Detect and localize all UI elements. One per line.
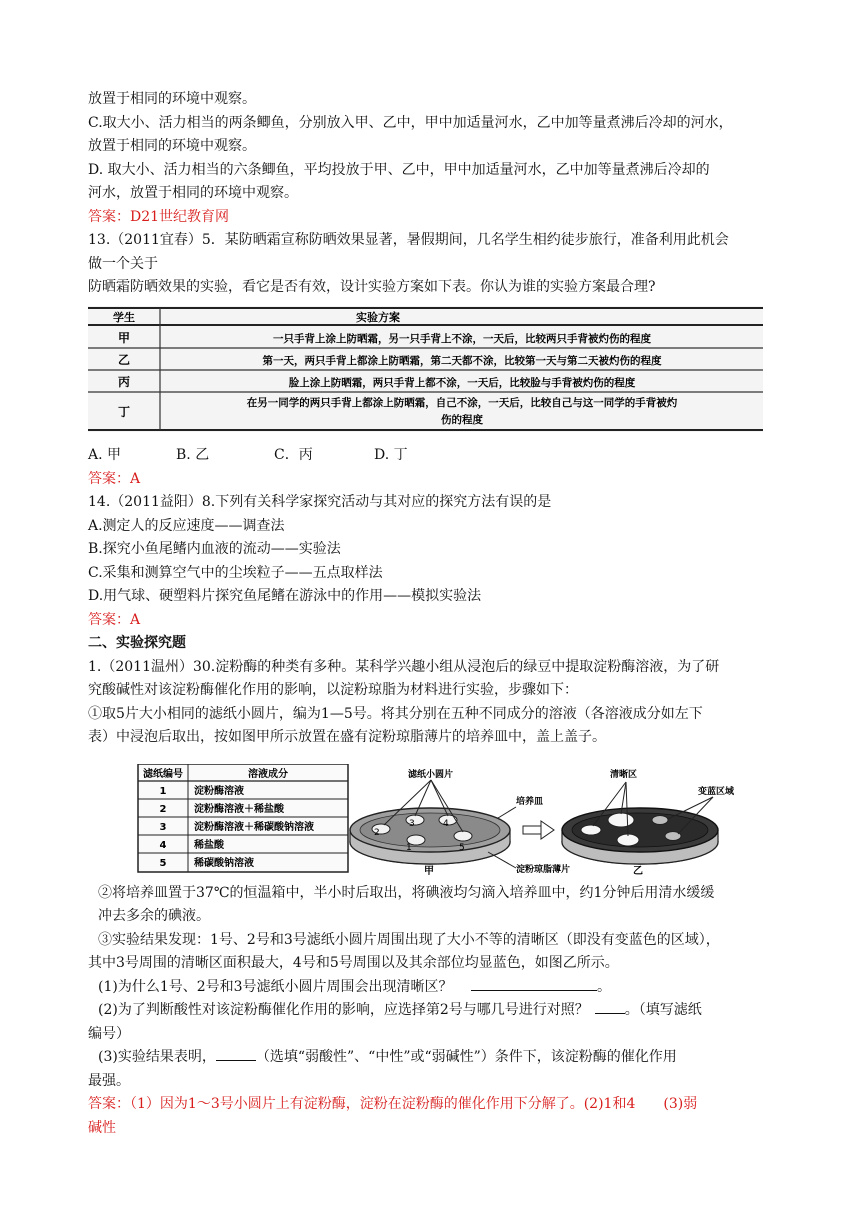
s2-sub1-end: 。 <box>597 978 612 995</box>
solution-no-3: 3 <box>159 821 167 833</box>
s2-step1-line1: ①取5片大小相同的滤纸小圆片，编为1—5号。将其分别在五种不同成分的溶液（各溶液成分如左下 <box>88 705 703 722</box>
solution-sol-1: 淀粉酶溶液 <box>194 785 244 797</box>
s2-step2-line1: ②将培养皿置于37℃的恒温箱中，半小时后取出，将碘液均匀滴入培养皿中，约1分钟后用清水缓缓 <box>98 884 715 901</box>
s2-sub1 <box>88 976 772 1000</box>
s2-step2-line2: 冲去多余的碘液。 <box>98 908 210 924</box>
solution-sol-2: 淀粉酶溶液＋稀盐酸 <box>194 803 284 815</box>
s2-sub2-blank[interactable] <box>595 999 625 1014</box>
q14-option-b: B.探究小鱼尾鳍内血液的流动——实验法 <box>88 541 341 557</box>
label-blue-zone: 变蓝区域 <box>698 786 735 797</box>
s2-sub2-text: (2)为了判断酸性对该淀粉酶催化作用的影响，应选择第2号与哪几号进行对照？ <box>98 1002 589 1018</box>
q12-option-c-line1: C.取大小、活力相当的两条鲫鱼，分别放入甲、乙中，甲中加适量河水，乙中加等量煮沸后冷却的河水， <box>88 114 733 131</box>
s2-sub3-text-b: （选填“弱酸性”、“中性”或“弱碱性”）条件下，该淀粉酶的催化作用 <box>255 1049 677 1065</box>
solution-sol-3: 淀粉酶溶液＋稀碳酸钠溶液 <box>194 821 314 833</box>
q12-option-d-line1: D. 取大小、活力相当的六条鲫鱼，平均投放于甲、乙中，甲中加适量河水，乙中加等量煮沸后冷却的 <box>88 161 710 178</box>
solution-no-5: 5 <box>159 857 167 869</box>
q13-row-plan-jia: 一只手背上涂上防晒霜，另一只手背上不涂，一天后，比较两只手背被灼伤的程度 <box>273 332 651 345</box>
solution-no-2: 2 <box>159 803 167 815</box>
q12-option-d-line2: 河水，放置于相同的环境中观察。 <box>88 185 298 201</box>
q13-stem-line3: 防晒霜防晒效果的实验，看它是否有效，设计实验方案如下表。你认为谁的实验方案最合理? <box>88 279 656 295</box>
clear-zone-2 <box>581 825 601 835</box>
s2-answer-line1: 答案：（1）因为1～3号小圆片上有淀粉酶，淀粉在淀粉酶的催化作用下分解了。(2)1和4 (3)弱 <box>88 1096 698 1112</box>
s2-sub3-line2: 最强。 <box>88 1072 130 1089</box>
s2-sub2 <box>88 999 772 1023</box>
label-yi: 乙 <box>633 865 643 876</box>
q14-option-a: A.测定人的反应速度——调查法 <box>88 517 285 534</box>
q13-row-student-jia: 甲 <box>117 330 131 345</box>
label-filter-disc: 滤纸小圆片 <box>408 769 454 780</box>
solution-table-header-no: 滤纸编号 <box>143 768 183 780</box>
disc-label-4: 4 <box>443 818 449 829</box>
q13-table-header-student: 学生 <box>113 310 135 324</box>
s2-sub3-text-a: (3)实验结果表明， <box>98 1049 216 1065</box>
q13-row-plan-ding-line2: 伤的程度 <box>441 413 483 426</box>
disc-5-jia <box>454 831 472 841</box>
arrow-icon <box>523 821 554 839</box>
label-jia: 甲 <box>424 865 434 876</box>
document-page <box>88 88 772 1140</box>
s2-sub1-blank[interactable] <box>471 976 597 991</box>
solution-sol-4: 稀盐酸 <box>194 839 224 851</box>
q13-answer: 答案：A <box>88 470 141 487</box>
s2-sub3 <box>88 1046 772 1070</box>
q12-option-c-line2: 放置于相同的环境中观察。 <box>88 138 256 154</box>
s2-sub2-end: 。（填写滤纸 <box>624 1002 702 1018</box>
petri-dish-jia <box>350 768 510 876</box>
s2-q1-stem-line2: 究酸碱性对该淀粉酶催化作用的影响，以淀粉琼脂为材料进行实验，步骤如下： <box>88 682 578 698</box>
s2-sub1-text: (1)为什么1号、2号和3号滤纸小圆片周围会出现清晰区？ <box>98 978 453 995</box>
q13-plan-table <box>88 306 763 432</box>
section-heading: 二、实验探究题 <box>88 635 186 651</box>
q14-answer: 答案：A <box>88 611 141 628</box>
solution-table-header-sol: 溶液成分 <box>248 768 288 780</box>
q13-row-plan-yi: 第一天，两只手背上都涂上防晒霜，第二天都不涂，比较第一天与第二天被灼伤的程度 <box>262 354 662 367</box>
petri-dish-yi <box>562 768 735 876</box>
q13-row-student-yi: 乙 <box>117 352 131 367</box>
q13-option-b: B. 乙 <box>176 447 210 463</box>
solution-no-4: 4 <box>159 839 167 851</box>
q13-option-d: D. 丁 <box>374 447 408 463</box>
q13-row-plan-bing: 脸上涂上防晒霜，两只手背上都不涂，一天后，比较脸与手背被灼伤的程度 <box>288 376 636 389</box>
q13-option-a: A. 甲 <box>88 447 122 463</box>
s2-q1-stem-line1: 1.（2011温州）30.淀粉酶的种类有多种。某科学兴趣小组从浸泡后的绿豆中提取淀粉酶溶液，为了研 <box>88 658 720 675</box>
s2-sub3-blank[interactable] <box>216 1046 256 1061</box>
label-agar: 淀粉琼脂薄片 <box>516 864 571 875</box>
q14-stem: 14.（2011益阳）8.下列有关科学家探究活动与其对应的探究方法有误的是 <box>88 494 552 510</box>
q13-row-plan-ding-line1: 在另一同学的两只手背上都涂上防晒霜，自己不涂，一天后，比较自己与这一同学的手背被灼 <box>246 396 678 409</box>
q13-option-c: C．丙 <box>274 447 313 463</box>
s2-step1-line2: 表）中浸泡后取出，按如图甲所示放置在盛有淀粉琼脂薄片的培养皿中，盖上盖子。 <box>88 729 606 745</box>
s2-answer-line2: 碱性 <box>88 1119 116 1136</box>
solution-no-1: 1 <box>159 785 167 797</box>
solution-table <box>138 764 348 872</box>
q12-answer: 答案：D21世纪教育网 <box>88 208 230 225</box>
label-clear-zone: 清晰区 <box>610 769 638 780</box>
disc-label-5: 5 <box>459 842 465 853</box>
q14-option-d: D.用气球、硬塑料片探究鱼尾鳍在游泳中的作用——模拟实验法 <box>88 588 482 604</box>
q13-table-header-plan: 实验方案 <box>356 310 400 324</box>
q13-stem-line1: 13.（2011宜春）5．某防晒霜宣称防晒效果显著，暑假期间，几名学生相约徒步旅行，准备利用此机会 <box>88 232 729 248</box>
s2-step3-line1: ③实验结果发现：1号、2号和3号滤纸小圆片周围出现了大小不等的清晰区（即没有变蓝色的区域）， <box>98 931 720 948</box>
solution-sol-5: 稀碳酸钠溶液 <box>194 857 254 869</box>
q14-option-c: C.采集和测算空气中的尘埃粒子——五点取样法 <box>88 564 383 581</box>
q12-option-b-tail: 放置于相同的环境中观察。 <box>88 91 256 107</box>
s2-step3-line2: 其中3号周围的清晰区面积最大，4号和5号周围以及其余部位均显蓝色，如图乙所示。 <box>88 955 619 971</box>
q13-options <box>88 444 772 468</box>
clear-zone-3 <box>608 813 634 827</box>
q13-stem-line2: 做一个关于 <box>88 255 158 272</box>
q13-row-student-ding: 丁 <box>117 404 131 419</box>
disc-label-3: 3 <box>409 818 415 829</box>
label-dish: 培养皿 <box>516 796 544 807</box>
s2-sub2-line2: 编号） <box>88 1025 130 1042</box>
experiment-figure <box>88 764 772 876</box>
q13-row-student-bing: 丙 <box>117 374 131 389</box>
blue-zone-4 <box>652 815 668 824</box>
disc-label-2: 2 <box>374 827 380 838</box>
disc-label-1: 1 <box>406 842 412 853</box>
